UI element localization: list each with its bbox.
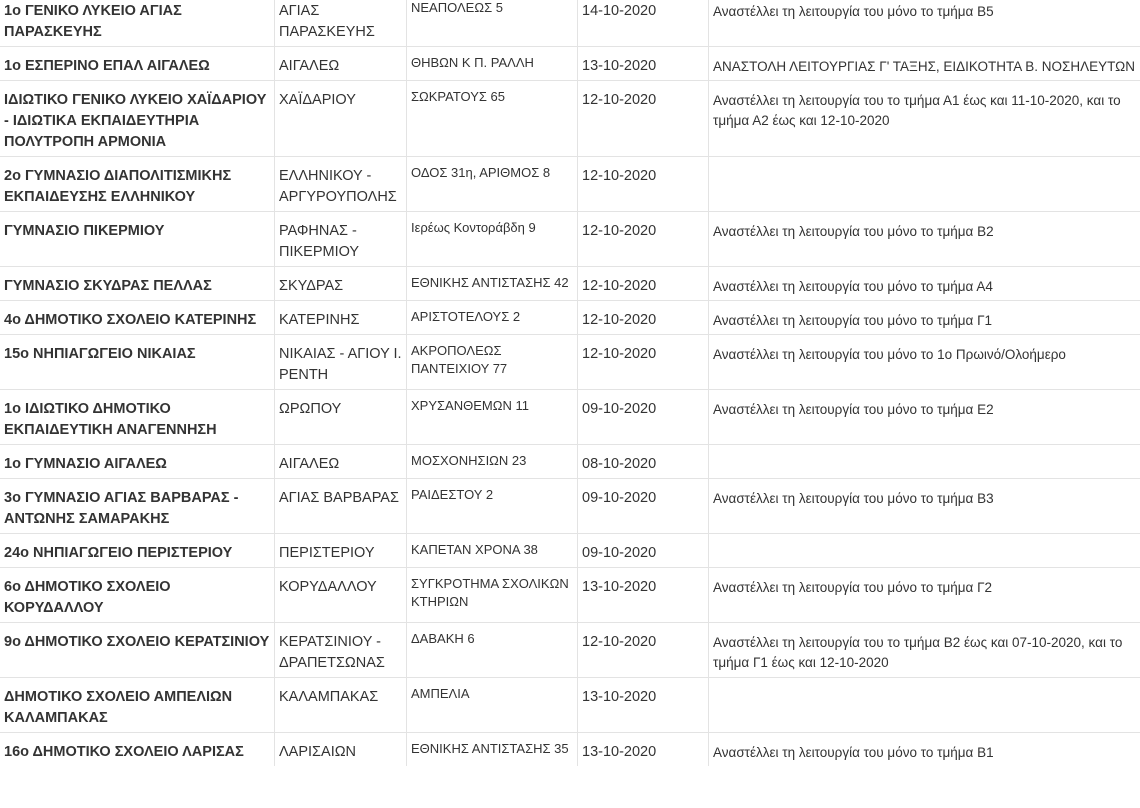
date-cell: 09-10-2020 xyxy=(578,390,709,445)
date-cell: 14-10-2020 xyxy=(578,0,709,47)
note-cell xyxy=(709,534,1140,568)
address-cell: ΑΜΠΕΛΙΑ xyxy=(407,678,578,733)
note-cell: Αναστέλλει τη λειτουργία του το τμήμα Α1 έως και 11-10-2020, και το τμήμα Α2 έως και 12-10-2020 xyxy=(709,81,1140,157)
municipality-cell: ΚΑΛΑΜΠΑΚΑΣ xyxy=(275,678,407,733)
municipality-cell: ΑΓΙΑΣ ΒΑΡΒΑΡΑΣ xyxy=(275,479,407,534)
table-row xyxy=(0,479,1140,534)
address-cell: ΑΚΡΟΠΟΛΕΩΣ ΠΑΝΤΕΙΧΙΟΥ 77 xyxy=(407,335,578,390)
date-cell: 12-10-2020 xyxy=(578,301,709,335)
municipality-cell: ΣΚΥΔΡΑΣ xyxy=(275,267,407,301)
municipality-cell: ΚΕΡΑΤΣΙΝΙΟΥ - ΔΡΑΠΕΤΣΩΝΑΣ xyxy=(275,623,407,678)
table-row xyxy=(0,623,1140,678)
date-cell: 12-10-2020 xyxy=(578,623,709,678)
address-cell: ΔΑΒΑΚΗ 6 xyxy=(407,623,578,678)
table-row xyxy=(0,534,1140,568)
date-cell: 13-10-2020 xyxy=(578,678,709,733)
date-cell: 13-10-2020 xyxy=(578,568,709,623)
address-cell: Ιερέως Κοντοράβδη 9 xyxy=(407,212,578,267)
note-cell: Αναστέλλει τη λειτουργία του μόνο το τμήμα Β3 xyxy=(709,479,1140,534)
date-cell: 12-10-2020 xyxy=(578,267,709,301)
address-cell: ΚΑΠΕΤΑΝ ΧΡΟΝΑ 38 xyxy=(407,534,578,568)
note-cell xyxy=(709,445,1140,479)
school-name-cell: 6ο ΔΗΜΟΤΙΚΟ ΣΧΟΛΕΙΟ ΚΟΡΥΔΑΛΛΟΥ xyxy=(0,568,275,623)
address-cell: ΟΔΟΣ 31η, ΑΡΙΘΜΟΣ 8 xyxy=(407,157,578,212)
school-name-cell: 1ο ΙΔΙΩΤΙΚΟ ΔΗΜΟΤΙΚΟ ΕΚΠΑΙΔΕΥΤΙΚΗ ΑΝΑΓΕΝΝΗΣΗ xyxy=(0,390,275,445)
municipality-cell: ΩΡΩΠΟΥ xyxy=(275,390,407,445)
school-name-cell: 4ο ΔΗΜΟΤΙΚΟ ΣΧΟΛΕΙΟ ΚΑΤΕΡΙΝΗΣ xyxy=(0,301,275,335)
municipality-cell: ΛΑΡΙΣΑΙΩΝ xyxy=(275,733,407,767)
table-row xyxy=(0,568,1140,623)
municipality-cell: ΑΓΙΑΣ ΠΑΡΑΣΚΕΥΗΣ xyxy=(275,0,407,47)
note-cell: Αναστέλλει τη λειτουργία του μόνο το τμήμα Ε2 xyxy=(709,390,1140,445)
address-cell: ΕΘΝΙΚΗΣ ΑΝΤΙΣΤΑΣΗΣ 42 xyxy=(407,267,578,301)
school-name-cell: ΓΥΜΝΑΣΙΟ ΠΙΚΕΡΜΙΟΥ xyxy=(0,212,275,267)
date-cell: 12-10-2020 xyxy=(578,335,709,390)
school-name-cell: 1ο ΕΣΠΕΡΙΝΟ ΕΠΑΛ ΑΙΓΑΛΕΩ xyxy=(0,47,275,81)
note-cell: Αναστέλλει τη λειτουργία του μόνο το τμήμα Β2 xyxy=(709,212,1140,267)
address-cell: ΧΡΥΣΑΝΘΕΜΩΝ 11 xyxy=(407,390,578,445)
school-name-cell: 24ο ΝΗΠΙΑΓΩΓΕΙΟ ΠΕΡΙΣΤΕΡΙΟΥ xyxy=(0,534,275,568)
note-cell: Αναστέλλει τη λειτουργία του μόνο το 1ο Πρωινό/Ολοήμερο xyxy=(709,335,1140,390)
table-row xyxy=(0,390,1140,445)
table-row xyxy=(0,445,1140,479)
school-name-cell: 2ο ΓΥΜΝΑΣΙΟ ΔΙΑΠΟΛΙΤΙΣΜΙΚΗΣ ΕΚΠΑΙΔΕΥΣΗΣ ΕΛΛΗΝΙΚΟΥ xyxy=(0,157,275,212)
school-name-cell: 16ο ΔΗΜΟΤΙΚΟ ΣΧΟΛΕΙΟ ΛΑΡΙΣΑΣ xyxy=(0,733,275,767)
table-row xyxy=(0,678,1140,733)
table-row xyxy=(0,0,1140,47)
school-name-cell: 15ο ΝΗΠΙΑΓΩΓΕΙΟ ΝΙΚΑΙΑΣ xyxy=(0,335,275,390)
table-row xyxy=(0,733,1140,767)
table-row xyxy=(0,335,1140,390)
date-cell: 13-10-2020 xyxy=(578,47,709,81)
municipality-cell: ΠΕΡΙΣΤΕΡΙΟΥ xyxy=(275,534,407,568)
note-cell: Αναστέλλει τη λειτουργία του μόνο το τμήμα Γ2 xyxy=(709,568,1140,623)
school-name-cell: 3ο ΓΥΜΝΑΣΙΟ ΑΓΙΑΣ ΒΑΡΒΑΡΑΣ - ΑΝΤΩΝΗΣ ΣΑΜΑΡΑΚΗΣ xyxy=(0,479,275,534)
note-cell: Αναστέλλει τη λειτουργία του μόνο το τμήμα Β5 xyxy=(709,0,1140,47)
table-row xyxy=(0,301,1140,335)
address-cell: ΜΟΣΧΟΝΗΣΙΩΝ 23 xyxy=(407,445,578,479)
date-cell: 08-10-2020 xyxy=(578,445,709,479)
municipality-cell: ΧΑΪΔΑΡΙΟΥ xyxy=(275,81,407,157)
table-row xyxy=(0,212,1140,267)
address-cell: ΕΘΝΙΚΗΣ ΑΝΤΙΣΤΑΣΗΣ 35 xyxy=(407,733,578,767)
date-cell: 12-10-2020 xyxy=(578,212,709,267)
municipality-cell: ΕΛΛΗΝΙΚΟΥ - ΑΡΓΥΡΟΥΠΟΛΗΣ xyxy=(275,157,407,212)
note-cell: Αναστέλλει τη λειτουργία του μόνο το τμήμα Α4 xyxy=(709,267,1140,301)
municipality-cell: ΑΙΓΑΛΕΩ xyxy=(275,445,407,479)
note-cell: ΑΝΑΣΤΟΛΗ ΛΕΙΤΟΥΡΓΙΑΣ Γ' ΤΑΞΗΣ, ΕΙΔΙΚΟΤΗΤΑ Β. ΝΟΣΗΛΕΥΤΩΝ xyxy=(709,47,1140,81)
municipality-cell: ΚΟΡΥΔΑΛΛΟΥ xyxy=(275,568,407,623)
school-name-cell: ΔΗΜΟΤΙΚΟ ΣΧΟΛΕΙΟ ΑΜΠΕΛΙΩΝ ΚΑΛΑΜΠΑΚΑΣ xyxy=(0,678,275,733)
table-row xyxy=(0,157,1140,212)
note-cell xyxy=(709,678,1140,733)
school-name-cell: 1ο ΓΥΜΝΑΣΙΟ ΑΙΓΑΛΕΩ xyxy=(0,445,275,479)
school-name-cell: ΓΥΜΝΑΣΙΟ ΣΚΥΔΡΑΣ ΠΕΛΛΑΣ xyxy=(0,267,275,301)
municipality-cell: ΑΙΓΑΛΕΩ xyxy=(275,47,407,81)
address-cell: ΘΗΒΩΝ Κ Π. ΡΑΛΛΗ xyxy=(407,47,578,81)
address-cell: ΣΥΓΚΡΟΤΗΜΑ ΣΧΟΛΙΚΩΝ ΚΤΗΡΙΩΝ xyxy=(407,568,578,623)
date-cell: 12-10-2020 xyxy=(578,157,709,212)
school-name-cell: ΙΔΙΩΤΙΚΟ ΓΕΝΙΚΟ ΛΥΚΕΙΟ ΧΑΪΔΑΡΙΟΥ - ΙΔΙΩΤΙΚΑ ΕΚΠΑΙΔΕΥΤΗΡΙΑ ΠΟΛΥΤΡΟΠΗ ΑΡΜΟΝΙΑ xyxy=(0,81,275,157)
date-cell: 09-10-2020 xyxy=(578,479,709,534)
note-cell: Αναστέλλει τη λειτουργία του μόνο το τμήμα Β1 xyxy=(709,733,1140,767)
table-row xyxy=(0,267,1140,301)
address-cell: ΝΕΑΠΟΛΕΩΣ 5 xyxy=(407,0,578,47)
table-row xyxy=(0,47,1140,81)
date-cell: 12-10-2020 xyxy=(578,81,709,157)
address-cell: ΑΡΙΣΤΟΤΕΛΟΥΣ 2 xyxy=(407,301,578,335)
table-row xyxy=(0,81,1140,157)
school-name-cell: 9ο ΔΗΜΟΤΙΚΟ ΣΧΟΛΕΙΟ ΚΕΡΑΤΣΙΝΙΟΥ xyxy=(0,623,275,678)
municipality-cell: ΚΑΤΕΡΙΝΗΣ xyxy=(275,301,407,335)
address-cell: ΡΑΙΔΕΣΤΟΥ 2 xyxy=(407,479,578,534)
municipality-cell: ΝΙΚΑΙΑΣ - ΑΓΙΟΥ Ι. ΡΕΝΤΗ xyxy=(275,335,407,390)
note-cell xyxy=(709,157,1140,212)
school-name-cell: 1ο ΓΕΝΙΚΟ ΛΥΚΕΙΟ ΑΓΙΑΣ ΠΑΡΑΣΚΕΥΗΣ xyxy=(0,0,275,47)
date-cell: 13-10-2020 xyxy=(578,733,709,767)
note-cell: Αναστέλλει τη λειτουργία του μόνο το τμήμα Γ1 xyxy=(709,301,1140,335)
address-cell: ΣΩΚΡΑΤΟΥΣ 65 xyxy=(407,81,578,157)
municipality-cell: ΡΑΦΗΝΑΣ - ΠΙΚΕΡΜΙΟΥ xyxy=(275,212,407,267)
note-cell: Αναστέλλει τη λειτουργία του το τμήμα Β2 έως και 07-10-2020, και το τμήμα Γ1 έως και 12-10-2020 xyxy=(709,623,1140,678)
date-cell: 09-10-2020 xyxy=(578,534,709,568)
